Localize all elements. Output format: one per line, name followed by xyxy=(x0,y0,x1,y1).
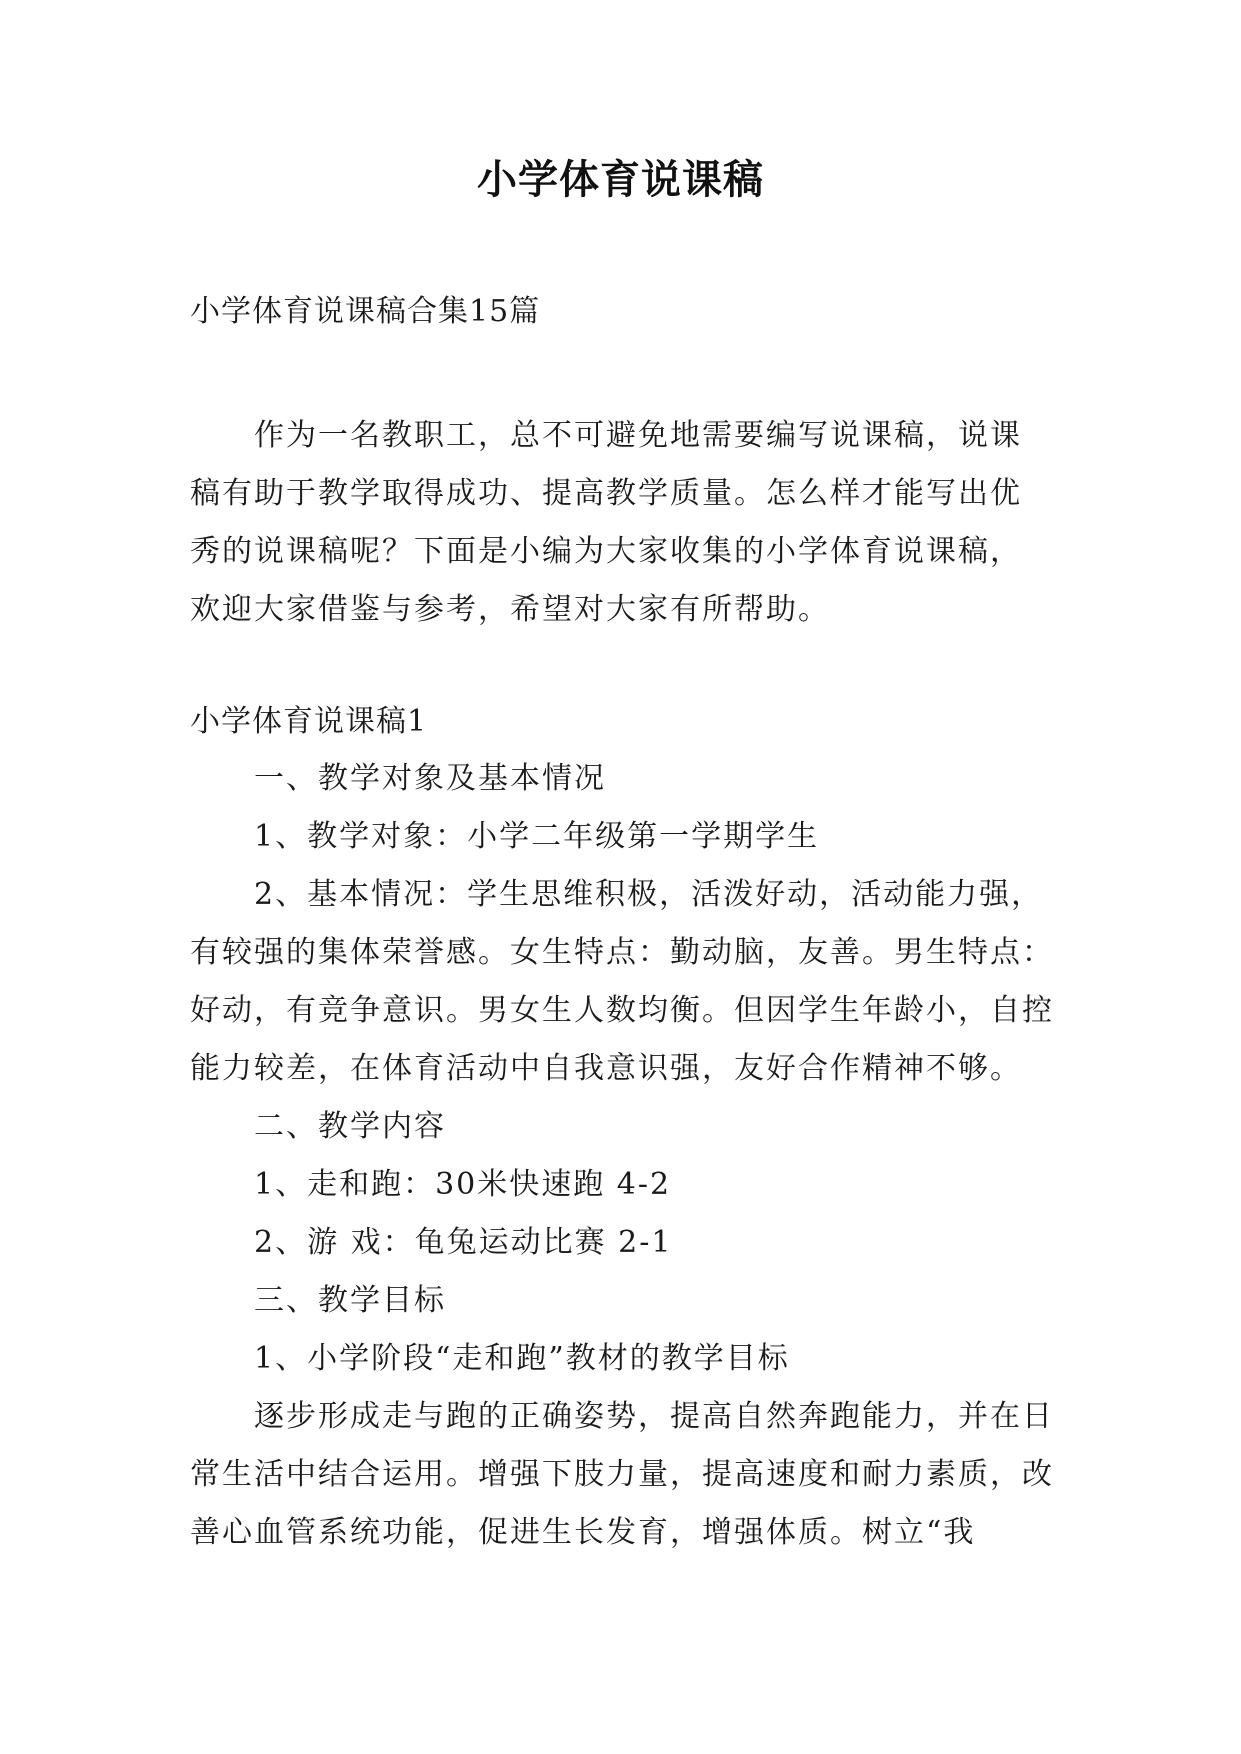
body-paragraph: 1、走和跑：30米快速跑 4-2 xyxy=(254,1167,672,1202)
section-heading: 小学体育说课稿1 xyxy=(190,704,428,739)
document-title: 小学体育说课稿 xyxy=(477,157,764,203)
body-paragraph: 2、游 戏：龟兔运动比赛 2-1 xyxy=(254,1225,673,1260)
body-paragraph: 2、基本情况：学生思维积极，活泼好动，活动能力强，有较强的集体荣誉感。女生特点：勤动脑，友善。男生特点：好动，有竞争意识。男女生人数均衡。但因学生年龄小，自控能力较差，在体育活动中自我意识强，友好合作精神不够。 xyxy=(190,877,1054,1086)
body-paragraph: 一、教学对象及基本情况 xyxy=(254,761,606,796)
body-paragraph: 逐步形成走与跑的正确姿势，提高自然奔跑能力，并在日常生活中结合运用。增强下肢力量，提高速度和耐力素质，改善心血管系统功能，促进生长发育，增强体质。树立“我 xyxy=(190,1399,1054,1550)
document-subtitle: 小学体育说课稿合集15篇 xyxy=(190,294,541,329)
document-body xyxy=(190,750,1070,1562)
body-paragraph: 1、小学阶段“走和跑”教材的教学目标 xyxy=(254,1341,790,1376)
body-paragraph: 三、教学目标 xyxy=(254,1283,446,1318)
body-paragraph: 1、教学对象：小学二年级第一学期学生 xyxy=(254,819,820,854)
intro-paragraph: 作为一名教职工，总不可避免地需要编写说课稿，说课稿有助于教学取得成功、提高教学质量。怎么样才能写出优秀的说课稿呢？下面是小编为大家收集的小学体育说课稿，欢迎大家借鉴与参考，希望对大家有所帮助。 xyxy=(190,418,1022,627)
body-paragraph: 二、教学内容 xyxy=(254,1109,446,1144)
